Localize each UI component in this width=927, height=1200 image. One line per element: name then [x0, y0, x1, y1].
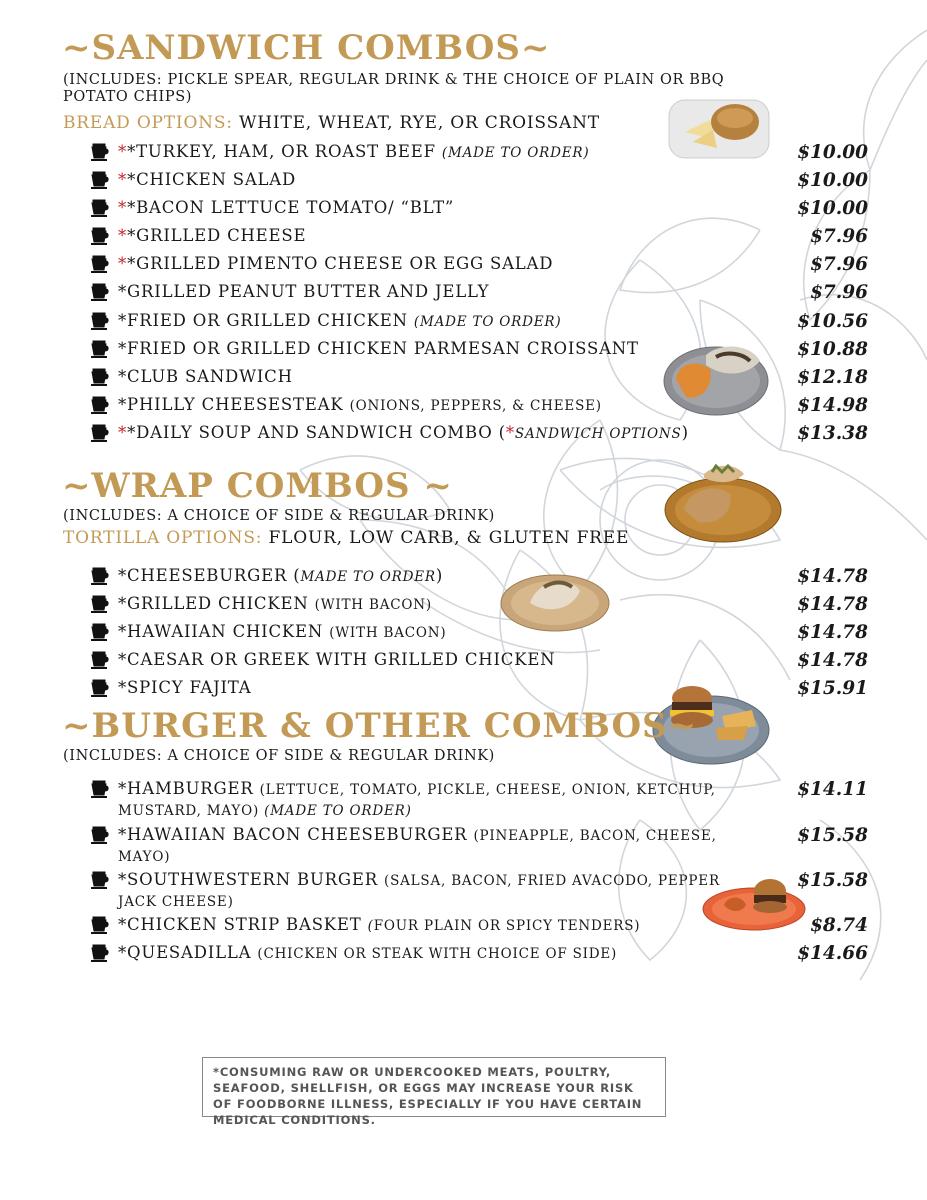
menu-item-note: (MADE TO ORDER): [441, 145, 590, 161]
menu-item-price: $14.98: [797, 395, 868, 416]
coffee-cup-icon: [90, 594, 110, 614]
burger-includes-note: (INCLUDES: A CHOICE OF SIDE & REGULAR DRINK): [63, 748, 495, 764]
menu-item-mark: *: [118, 423, 128, 442]
coffee-cup-icon: [90, 367, 110, 387]
menu-item-name: *TURKEY, HAM, OR ROAST BEEF: [127, 142, 442, 161]
menu-item-name: *FRIED OR GRILLED CHICKEN PARMESAN CROISSANT: [118, 339, 639, 358]
coffee-cup-icon: [90, 825, 110, 845]
menu-item-name: *GRILLED CHICKEN: [118, 594, 315, 613]
menu-item-price: $10.00: [797, 198, 868, 219]
sandwich-combos-title: ~SANDWICH COMBOS~: [62, 28, 551, 68]
menu-item-mark: *: [118, 142, 128, 161]
menu-item-name: *HAWAIIAN CHICKEN: [118, 622, 330, 641]
menu-item-name: *GRILLED CHEESE: [127, 226, 307, 245]
burger-combos-title: ~BURGER & OTHER COMBOS~: [62, 706, 698, 746]
menu-item-name: *PHILLY CHEESESTEAK: [118, 395, 350, 414]
coffee-cup-icon: [90, 650, 110, 670]
coffee-cup-icon: [90, 915, 110, 935]
menu-item-close: ): [435, 566, 444, 585]
coffee-cup-icon: [90, 870, 110, 890]
menu-item-price: $14.78: [797, 650, 868, 671]
menu-item-price: $14.78: [797, 594, 868, 615]
menu-item-description: (LETTUCE, TOMATO, PICKLE, CHEESE, ONION, KETCHUP, MUSTARD, MAYO): [118, 782, 716, 819]
coffee-cup-icon: [90, 282, 110, 302]
menu-item-description: (PINEAPPLE, BACON, CHEESE, MAYO): [118, 828, 717, 865]
menu-item-note: (: [367, 918, 374, 934]
menu-item-price: $10.88: [797, 339, 868, 360]
menu-item-name: *CHICKEN SALAD: [127, 170, 297, 189]
menu-item-price: $10.00: [797, 170, 868, 191]
menu-item-price: $7.96: [810, 282, 868, 303]
menu-item-price: $7.96: [810, 254, 868, 275]
menu-item-name: *FRIED OR GRILLED CHICKEN: [118, 311, 414, 330]
coffee-cup-icon: [90, 779, 110, 799]
menu-item-note: SANDWICH OPTIONS: [514, 426, 682, 442]
coffee-cup-icon: [90, 339, 110, 359]
menu-item-mark: *: [118, 254, 128, 273]
menu-item-price: $7.96: [810, 226, 868, 247]
menu-item-description: (ONIONS, PEPPERS, & CHEESE): [349, 398, 602, 414]
menu-item-description: FOUR PLAIN OR SPICY TENDERS): [373, 918, 641, 934]
tortilla-options-label: TORTILLA OPTIONS:: [63, 528, 263, 548]
tortilla-options-value: FLOUR, LOW CARB, & GLUTEN FREE: [262, 528, 630, 548]
menu-item-price: $10.56: [797, 311, 868, 332]
coffee-cup-icon: [90, 943, 110, 963]
menu-item-description: (WITH BACON): [329, 625, 447, 641]
menu-item-price: $14.78: [797, 622, 868, 643]
coffee-cup-icon: [90, 142, 110, 162]
sandwich-includes-note: (INCLUDES: PICKLE SPEAR, REGULAR DRINK & THE CHOICE OF PLAIN OR BBQ POTATO CHIPS): [63, 72, 725, 105]
menu-item-name: *GRILLED PEANUT BUTTER AND JELLY: [118, 282, 490, 301]
menu-item-price: $15.58: [797, 870, 868, 891]
coffee-cup-icon: [90, 198, 110, 218]
coffee-cup-icon: [90, 170, 110, 190]
menu-item-price: $14.11: [797, 779, 868, 800]
menu-item-name: *DAILY SOUP AND SANDWICH COMBO (: [127, 423, 506, 442]
bread-options: [63, 113, 600, 133]
menu-item-close: ): [681, 423, 689, 442]
menu-item-mark: *: [118, 226, 128, 245]
menu-item-name: *HAWAIIAN BACON CHEESEBURGER: [118, 825, 474, 844]
coffee-cup-icon: [90, 226, 110, 246]
coffee-cup-icon: [90, 622, 110, 642]
menu-item-note: (MADE TO ORDER): [259, 803, 412, 819]
menu-item-description: (WITH BACON): [314, 597, 432, 613]
menu-item-note: MADE TO ORDER: [300, 569, 436, 585]
menu-item-name: *QUESADILLA: [118, 943, 258, 962]
menu-item-name: *CAESAR OR GREEK WITH GRILLED CHICKEN: [118, 650, 556, 669]
menu-item-price: $13.38: [797, 423, 868, 444]
bread-options-label: BREAD OPTIONS:: [63, 113, 233, 133]
menu-item-name: *CHICKEN STRIP BASKET: [118, 915, 368, 934]
coffee-cup-icon: [90, 678, 110, 698]
menu-item-name: *BACON LETTUCE TOMATO/ “BLT”: [127, 198, 455, 217]
coffee-cup-icon: [90, 311, 110, 331]
menu-item-name: *HAMBURGER: [118, 779, 260, 798]
coffee-cup-icon: [90, 423, 110, 443]
menu-item-note: (MADE TO ORDER): [413, 314, 562, 330]
menu-item-asterisk: *: [505, 423, 515, 442]
bread-options-value: WHITE, WHEAT, RYE, OR CROISSANT: [232, 113, 600, 133]
menu-item-price: $15.58: [797, 825, 868, 846]
menu-item-price: $10.00: [797, 142, 868, 163]
menu-item-price: $14.78: [797, 566, 868, 587]
menu-item-mark: *: [118, 170, 128, 189]
coffee-cup-icon: [90, 395, 110, 415]
menu-item-name: *GRILLED PIMENTO CHEESE OR EGG SALAD: [127, 254, 554, 273]
menu-item-name: *CLUB SANDWICH: [118, 367, 293, 386]
menu-item-name: *SPICY FAJITA: [118, 678, 252, 697]
food-safety-warning: *CONSUMING RAW OR UNDERCOOKED MEATS, POULTRY, SEAFOOD, SHELLFISH, OR EGGS MAY INCREASE YOUR RISK OF FOODBORNE ILLNESS, ESPECIALLY IF YOU HAVE CERTAIN MEDICAL CONDITIONS.: [202, 1057, 666, 1117]
menu-item-price: $14.66: [797, 943, 868, 964]
menu-item-price: $8.74: [810, 915, 868, 936]
coffee-cup-icon: [90, 566, 110, 586]
coffee-cup-icon: [90, 254, 110, 274]
wrap-combos-title: ~WRAP COMBOS ~: [62, 466, 453, 506]
menu-item-price: $12.18: [797, 367, 868, 388]
menu-item-description: (SALSA, BACON, FRIED AVACODO, PEPPER JACK CHEESE): [118, 873, 720, 910]
menu-item-price: $15.91: [797, 678, 868, 699]
wrap-includes-note: (INCLUDES: A CHOICE OF SIDE & REGULAR DRINK): [63, 508, 495, 524]
tortilla-options: [63, 528, 629, 548]
menu-item-mark: *: [118, 198, 128, 217]
menu-item-name: *CHEESEBURGER (: [118, 566, 301, 585]
menu-item-description: (CHICKEN OR STEAK WITH CHOICE OF SIDE): [257, 946, 618, 962]
menu-item-name: *SOUTHWESTERN BURGER: [118, 870, 384, 889]
